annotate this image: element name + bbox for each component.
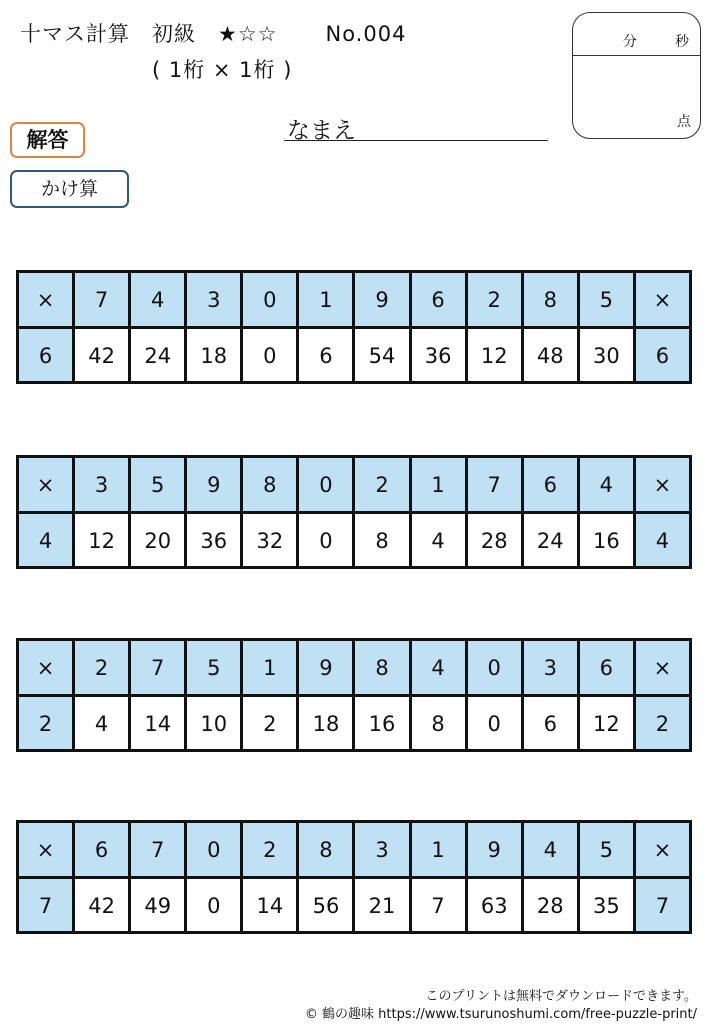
result-cell: 14 (243, 879, 296, 932)
result-cell: 8 (412, 697, 465, 750)
answer-badge: 解答 (10, 122, 85, 158)
top-number-cell: 9 (187, 458, 240, 511)
top-number-cell: 7 (131, 641, 184, 694)
top-number-cell: 3 (355, 823, 408, 876)
multiplier-cell: 2 (19, 697, 72, 750)
result-cell: 32 (243, 514, 296, 567)
name-label: なまえ (287, 118, 356, 144)
top-number-cell: 4 (131, 273, 184, 326)
top-number-cell: 9 (299, 641, 352, 694)
result-cell: 0 (468, 697, 521, 750)
operator-cell: × (636, 641, 689, 694)
top-number-cell: 1 (412, 458, 465, 511)
result-cell: 4 (412, 514, 465, 567)
top-number-cell: 2 (75, 641, 128, 694)
calc-grid (16, 638, 692, 752)
result-cell: 20 (131, 514, 184, 567)
top-number-cell: 8 (355, 641, 408, 694)
seconds-label: 秒 (675, 34, 689, 50)
top-number-cell: 3 (75, 458, 128, 511)
result-cell: 2 (243, 697, 296, 750)
top-number-cell: 6 (524, 458, 577, 511)
top-number-cell: 1 (243, 641, 296, 694)
top-number-cell: 9 (355, 273, 408, 326)
result-cell: 0 (243, 329, 296, 382)
top-number-cell: 4 (524, 823, 577, 876)
operator-cell: × (19, 273, 72, 326)
result-cell: 14 (131, 697, 184, 750)
top-number-cell: 2 (355, 458, 408, 511)
multiplier-cell: 4 (19, 514, 72, 567)
result-cell: 54 (355, 329, 408, 382)
operator-cell: × (636, 458, 689, 511)
multiplier-cell: 2 (636, 697, 689, 750)
result-cell: 56 (299, 879, 352, 932)
result-cell: 4 (75, 697, 128, 750)
top-number-cell: 6 (75, 823, 128, 876)
top-number-cell: 8 (524, 273, 577, 326)
worksheet-title (20, 18, 428, 48)
operator-cell: × (19, 641, 72, 694)
result-cell: 16 (355, 697, 408, 750)
result-cell: 16 (580, 514, 633, 567)
top-number-cell: 0 (187, 823, 240, 876)
top-number-cell: 5 (131, 458, 184, 511)
top-number-cell: 5 (187, 641, 240, 694)
result-cell: 18 (187, 329, 240, 382)
result-cell: 0 (299, 514, 352, 567)
result-cell: 48 (524, 329, 577, 382)
top-number-cell: 4 (412, 641, 465, 694)
top-number-cell: 4 (580, 458, 633, 511)
worksheet-subtitle: ( 1桁 × 1桁 ) (152, 58, 293, 82)
top-number-cell: 0 (243, 273, 296, 326)
top-number-cell: 5 (580, 823, 633, 876)
top-number-cell: 3 (524, 641, 577, 694)
result-cell: 30 (580, 329, 633, 382)
result-cell: 36 (187, 514, 240, 567)
multiplier-cell: 7 (636, 879, 689, 932)
time-divider (573, 55, 700, 56)
top-number-cell: 6 (412, 273, 465, 326)
result-cell: 6 (524, 697, 577, 750)
top-number-cell: 0 (299, 458, 352, 511)
result-cell: 35 (580, 879, 633, 932)
top-number-cell: 6 (580, 641, 633, 694)
difficulty-stars: ★☆☆ (218, 22, 278, 46)
multiplier-cell: 6 (636, 329, 689, 382)
result-cell: 28 (468, 514, 521, 567)
calc-grid (16, 820, 692, 934)
top-number-cell: 2 (243, 823, 296, 876)
result-cell: 12 (75, 514, 128, 567)
top-number-cell: 1 (412, 823, 465, 876)
operator-cell: × (636, 273, 689, 326)
operator-cell: × (19, 458, 72, 511)
result-cell: 7 (412, 879, 465, 932)
top-number-cell: 1 (299, 273, 352, 326)
operator-cell: × (19, 823, 72, 876)
title-text: 十マス計算 (20, 22, 130, 46)
footer-notice: このプリントは無料でダウンロードできます。 (425, 989, 697, 1004)
calc-grid (16, 270, 692, 384)
top-number-cell: 7 (468, 458, 521, 511)
result-cell: 24 (131, 329, 184, 382)
score-time-box (572, 12, 701, 139)
multiplier-cell: 4 (636, 514, 689, 567)
minutes-label: 分 (623, 34, 637, 50)
result-cell: 12 (468, 329, 521, 382)
result-cell: 49 (131, 879, 184, 932)
result-cell: 42 (75, 329, 128, 382)
top-number-cell: 5 (580, 273, 633, 326)
top-number-cell: 9 (468, 823, 521, 876)
result-cell: 18 (299, 697, 352, 750)
top-number-cell: 0 (468, 641, 521, 694)
top-number-cell: 8 (299, 823, 352, 876)
multiplier-cell: 7 (19, 879, 72, 932)
operation-badge: かけ算 (10, 170, 129, 208)
top-number-cell: 7 (75, 273, 128, 326)
result-cell: 21 (355, 879, 408, 932)
worksheet-number: No.004 (325, 22, 407, 46)
level-text: 初級 (152, 22, 196, 46)
result-cell: 6 (299, 329, 352, 382)
result-cell: 0 (187, 879, 240, 932)
top-number-cell: 3 (187, 273, 240, 326)
result-cell: 63 (468, 879, 521, 932)
result-cell: 8 (355, 514, 408, 567)
footer-credit: © 鶴の趣味 https://www.tsurunoshumi.com/free-puzzle-print/ (304, 1007, 697, 1022)
top-number-cell: 8 (243, 458, 296, 511)
result-cell: 42 (75, 879, 128, 932)
operator-cell: × (636, 823, 689, 876)
result-cell: 28 (524, 879, 577, 932)
points-label: 点 (677, 114, 691, 130)
top-number-cell: 2 (468, 273, 521, 326)
result-cell: 36 (412, 329, 465, 382)
result-cell: 24 (524, 514, 577, 567)
calc-grid (16, 455, 692, 569)
multiplier-cell: 6 (19, 329, 72, 382)
result-cell: 10 (187, 697, 240, 750)
top-number-cell: 7 (131, 823, 184, 876)
result-cell: 12 (580, 697, 633, 750)
name-underline (284, 140, 548, 141)
